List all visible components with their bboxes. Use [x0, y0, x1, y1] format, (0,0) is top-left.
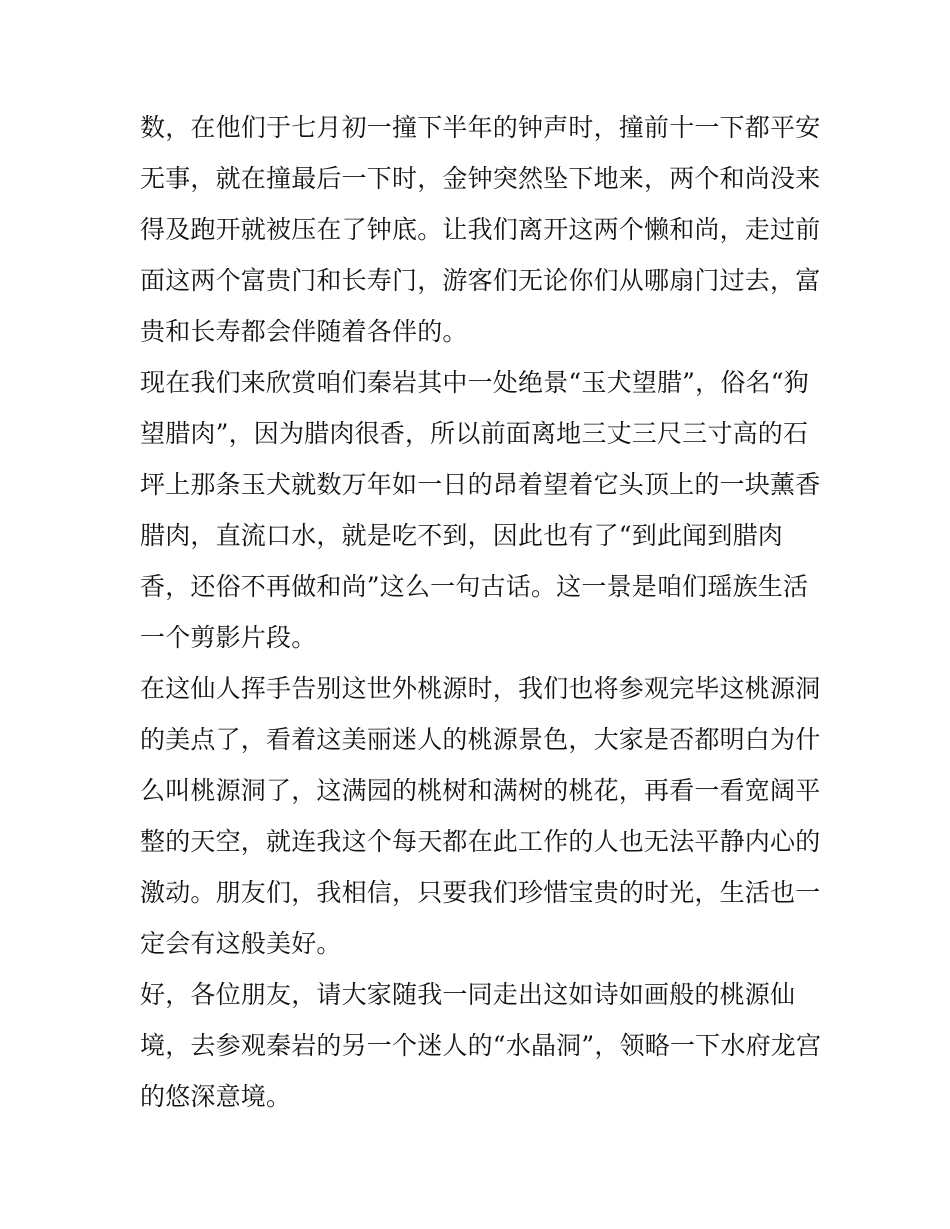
text-line: 香，还俗不再做和尚”这么一句古话。这一景是咱们瑶族生活 — [140, 572, 809, 601]
text-line: 贵和长寿都会伴随着各伴的。 — [140, 317, 468, 346]
text-line: 的悠深意境。 — [140, 1082, 292, 1111]
text-line: 的美点了，看着这美丽迷人的桃源景色，大家是否都明白为什 — [140, 725, 821, 754]
text-line: 坪上那条玉犬就数万年如一日的昂着望着它头顶上的一块薰香 — [140, 470, 821, 499]
paragraph-4 — [140, 969, 822, 1122]
text-line: 定会有这般美好。 — [140, 929, 342, 958]
text-line: 现在我们来欣赏咱们秦岩其中一处绝景“玉犬望腊”，俗名“狗 — [140, 368, 809, 397]
paragraph-3 — [140, 663, 821, 969]
paragraph-2 — [140, 357, 821, 663]
text-line: 无事，就在撞最后一下时，金钟突然坠下地来，两个和尚没来 — [140, 164, 821, 193]
text-line: 面这两个富贵门和长寿门，游客们无论你们从哪扇门过去，富 — [140, 266, 821, 295]
text-line: 数，在他们于七月初一撞下半年的钟声时，撞前十一下都平安 — [140, 113, 821, 142]
text-line: 境，去参观秦岩的另一个迷人的“水晶洞”，领略一下水府龙宫 — [140, 1031, 822, 1060]
text-line: 一个剪影片段。 — [140, 623, 317, 652]
text-line: 激动。朋友们，我相信，只要我们珍惜宝贵的时光，生活也一 — [140, 878, 821, 907]
text-line: 在这仙人挥手告别这世外桃源时，我们也将参观完毕这桃源洞 — [140, 674, 821, 703]
text-line: 好，各位朋友，请大家随我一同走出这如诗如画般的桃源仙 — [140, 980, 796, 1009]
text-line: 么叫桃源洞了，这满园的桃树和满树的桃花，再看一看宽阔平 — [140, 776, 821, 805]
text-line: 得及跑开就被压在了钟底。让我们离开这两个懒和尚，走过前 — [140, 215, 821, 244]
text-line: 腊肉，直流口水，就是吃不到，因此也有了“到此闻到腊肉 — [140, 521, 783, 550]
paragraph-1 — [140, 102, 821, 357]
text-line: 整的天空，就连我这个每天都在此工作的人也无法平静内心的 — [140, 827, 821, 856]
document-body — [140, 102, 822, 1122]
text-line: 望腊肉”，因为腊肉很香，所以前面离地三丈三尺三寸高的石 — [140, 419, 809, 448]
